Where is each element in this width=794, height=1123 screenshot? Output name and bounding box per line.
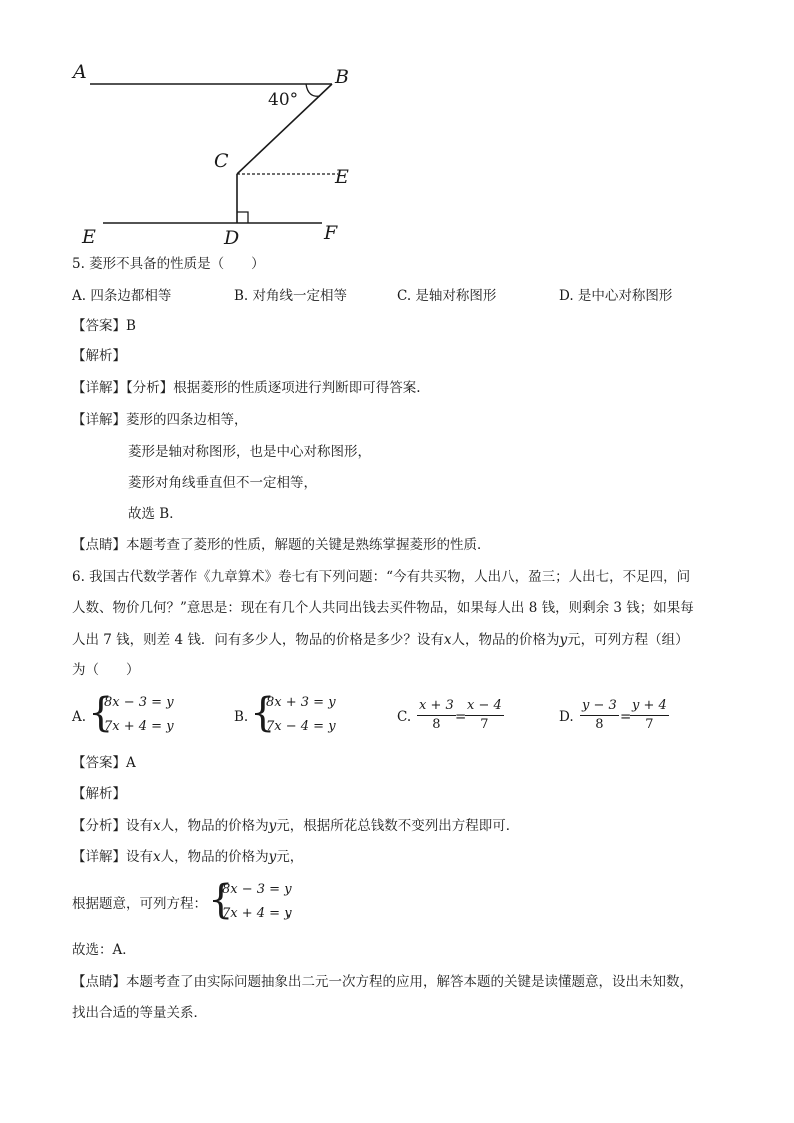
angle-arc (306, 84, 320, 96)
text: 设有 (126, 849, 153, 865)
q5-stem: 5. 菱形不具备的性质是（ ） (72, 256, 265, 272)
brace: { (88, 690, 114, 736)
equals-sign: = (620, 709, 632, 725)
q6-xiangjie (72, 847, 303, 867)
q6-answer (72, 753, 136, 773)
q6-system-eq1: 8x − 3 = y (222, 882, 292, 897)
text: 元，可列方程（组） (567, 632, 689, 648)
label-f: F (324, 222, 338, 244)
brace: { (208, 877, 234, 923)
q6-system-comma: ， (287, 904, 301, 920)
denominator: 7 (645, 717, 654, 732)
q5-option-d: D. 是中心对称图形 (559, 288, 673, 304)
label-e-left: E (82, 226, 96, 248)
label-b: B (335, 66, 349, 88)
q5-answer (72, 316, 136, 336)
text: 人出 7 钱，则差 4 钱．问有多少人，物品的价格是多少？设有 (72, 632, 444, 648)
var-x: x (443, 632, 452, 648)
answer-value: A (126, 755, 136, 771)
text: 人，物品的价格为 (451, 632, 560, 648)
detail-tag: 【详解】【分析】 (72, 380, 174, 396)
detail-tag: 【详解】 (72, 412, 126, 428)
text: 设有 (126, 818, 153, 834)
equals-sign: = (455, 709, 467, 725)
text: 人，物品的价格为 (160, 818, 269, 834)
var-x: x (153, 849, 161, 865)
label-a: A (73, 61, 87, 83)
denominator: 7 (480, 717, 489, 732)
q6-line3 (72, 630, 689, 650)
q6-comment2: 找出合适的等量关系． (72, 1005, 207, 1021)
comment-text: 本题考查了由实际问题抽象出二元一次方程的应用，解答本题的关键是读懂题意，设出未知数， (126, 974, 693, 990)
right-angle-mark (237, 212, 248, 223)
q5-line4: 菱形对角线垂直但不一定相等， (128, 475, 317, 491)
detail-text: 根据菱形的性质逐项进行判断即可得答案. (173, 380, 421, 396)
q6-option-b-eq1: 8x + 3 = y (266, 695, 336, 710)
q5-detail2 (72, 410, 248, 430)
fenxi-tag: 【分析】 (72, 818, 126, 834)
q6-line1: 6. 我国古代数学著作《九章算术》卷七有下列问题：“今有共买物，人出八，盈三；人出七，不足四，问 (72, 569, 691, 585)
answer-value: B (126, 318, 136, 334)
comment-text: 本题考查了菱形的性质，解题的关键是熟练掌握菱形的性质． (126, 537, 491, 553)
q6-choose: 故选：A． (72, 942, 136, 958)
q5-line3: 菱形是轴对称图形，也是中心对称图形， (128, 444, 371, 460)
q6-option-c-label: C. (397, 709, 412, 725)
denominator: 8 (432, 717, 441, 732)
q6-option-b-eq2: 7x − 4 = y (266, 719, 336, 734)
q6-option-d-frac1 (580, 697, 619, 734)
text: 元， (276, 849, 304, 865)
q6-option-d-label: D. (559, 709, 574, 725)
q6-fenxi (72, 816, 519, 836)
q5-option-a: A. 四条边都相等 (72, 288, 172, 304)
q5-option-c: C. 是轴对称图形 (397, 288, 497, 304)
text: 元，根据所花总钱数不变列出方程即可． (276, 818, 520, 834)
var-y: y (559, 632, 568, 648)
label-e-right: E (335, 166, 349, 188)
q5-analysis-tag: 【解析】 (72, 348, 126, 364)
numerator: y − 3 (582, 698, 617, 713)
comment-tag: 【点睛】 (72, 537, 126, 553)
q5-comment (72, 535, 491, 555)
q6-option-c-frac2 (465, 697, 504, 734)
var-y: y (268, 818, 277, 834)
numerator: x − 4 (467, 698, 502, 713)
var-y: y (268, 849, 277, 865)
q6-option-b-label: B. (234, 709, 249, 725)
label-c: C (214, 150, 229, 172)
denominator: 8 (595, 717, 604, 732)
q6-comment1 (72, 972, 693, 992)
label-angle: 40° (268, 90, 299, 110)
q5-line5: 故选 B． (128, 506, 183, 522)
q6-option-a-eq1: 8x − 3 = y (104, 695, 174, 710)
label-d: D (224, 227, 240, 249)
answer-tag: 【答案】 (72, 318, 126, 334)
xiangjie-tag: 【详解】 (72, 849, 126, 865)
q6-line4: 为（ ） (72, 662, 140, 678)
brace: { (250, 690, 276, 736)
answer-tag: 【答案】 (72, 755, 126, 771)
q6-option-a-eq2: 7x + 4 = y (104, 719, 174, 734)
q5-detail1 (72, 378, 421, 398)
q5-option-b: B. 对角线一定相等 (234, 288, 348, 304)
q6-system-intro: 根据题意，可列方程： (72, 896, 207, 912)
comment-tag: 【点睛】 (72, 974, 126, 990)
text: 人，物品的价格为 (160, 849, 269, 865)
numerator: x + 3 (419, 698, 454, 713)
detail-text: 菱形的四条边相等， (126, 412, 248, 428)
q6-system-eq2: 7x + 4 = y (222, 906, 292, 921)
q6-analysis-tag: 【解析】 (72, 786, 126, 802)
q6-option-c-frac1 (417, 697, 456, 734)
q6-line2: 人数、物价几何？”意思是：现在有几个人共同出钱去买件物品，如果每人出 8 钱，则剩余 3 钱；如果每 (72, 600, 694, 616)
q6-option-d-frac2 (630, 697, 669, 734)
numerator: y + 4 (632, 698, 667, 713)
var-x: x (153, 818, 161, 834)
q6-option-a-label: A. (72, 709, 87, 725)
